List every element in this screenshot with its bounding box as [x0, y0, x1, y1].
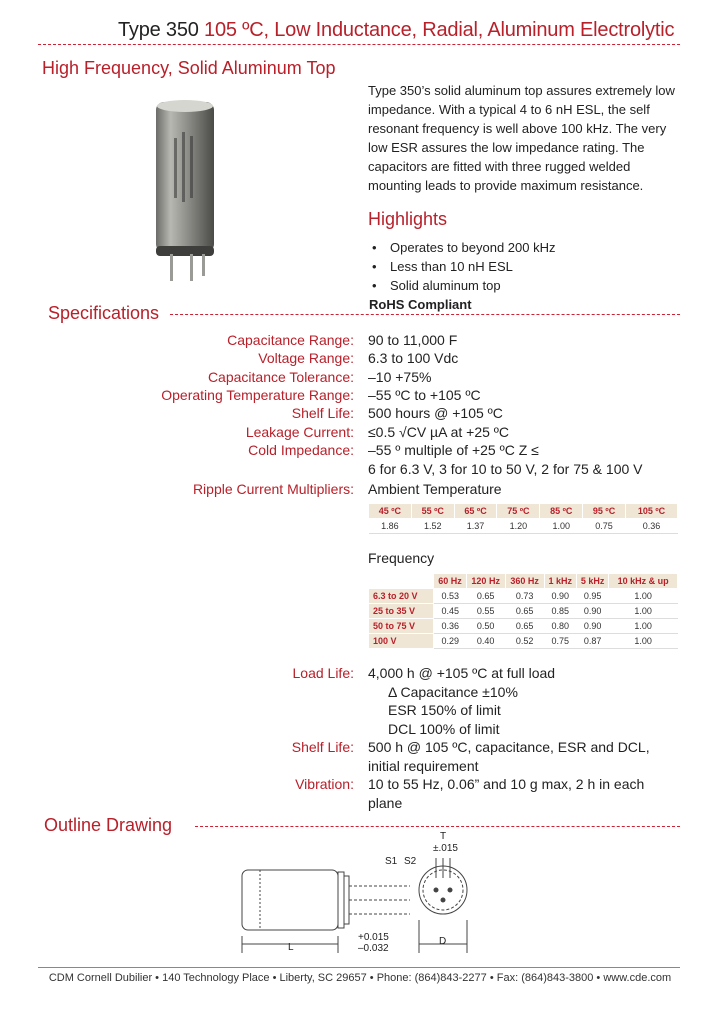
rohs-label: RoHS Compliant: [369, 297, 472, 312]
row-header: 100 V: [369, 634, 434, 649]
spec-label: Capacitance Range:: [227, 332, 354, 348]
spec-label: Shelf Life:: [291, 739, 354, 755]
row-header: 6.3 to 20 V: [369, 589, 434, 604]
spec-value: initial requirement: [368, 758, 479, 774]
table-header: 55 ºC: [411, 504, 454, 519]
intro-paragraph: Type 350’s solid aluminum top assures extremely low impedance. With a typical 4 to 6 nH ESL, the self resonant frequency is well above 100 kHz. The very low ESR assures the low impedance rating. The capacitors are fitted with three rugged welded mounting leads to provide maximum resistance.: [368, 83, 675, 193]
footer: CDM Cornell Dubilier • 140 Technology Place • Liberty, SC 29657 • Phone: (864)843-2277 • Fax: (864)843-3800 • www.cde.com: [48, 972, 672, 984]
table-header: 360 Hz: [505, 574, 544, 589]
table-cell: 0.65: [505, 604, 544, 619]
spec-value: 500 hours @ +105 ºC: [368, 405, 503, 421]
table-cell: 0.75: [544, 634, 576, 649]
table-row: [369, 589, 678, 604]
row-header: 50 to 75 V: [369, 619, 434, 634]
table-cell: 1.52: [411, 519, 454, 534]
spec-value: –55 º multiple of +25 ºC Z ≤: [368, 442, 539, 458]
table-cell: 0.80: [544, 619, 576, 634]
table-cell: 0.29: [434, 634, 466, 649]
table-cell: 0.50: [466, 619, 505, 634]
table-cell: 0.73: [505, 589, 544, 604]
table-cell: 0.85: [544, 604, 576, 619]
outline-heading: Outline Drawing: [44, 815, 173, 835]
frequency-table: [368, 573, 678, 649]
table-header: 5 kHz: [576, 574, 608, 589]
table-cell: 0.53: [434, 589, 466, 604]
table-header: 45 ºC: [369, 504, 412, 519]
highlights-list: [372, 238, 556, 295]
list-item: • Operates to beyond 200 kHz: [372, 238, 556, 257]
spec-label: Ripple Current Multipliers:: [192, 481, 354, 497]
label-t-tol: ±.015: [433, 843, 458, 854]
table-cell: 1.00: [609, 604, 678, 619]
table-cell: 0.87: [576, 634, 608, 649]
spec-label: Cold Impedance:: [248, 442, 354, 458]
spec-value: 10 to 55 Hz, 0.06” and 10 g max, 2 h in each: [368, 776, 645, 792]
table-cell: 0.52: [505, 634, 544, 649]
capacitor-photo: [150, 98, 222, 283]
table-row: [369, 634, 678, 649]
highlights-heading: Highlights: [368, 209, 448, 229]
label-tol-plus: +0.015: [358, 932, 389, 943]
table-row: [369, 604, 678, 619]
table-cell: 1.00: [609, 634, 678, 649]
spec-value: 90 to 11,000 F: [368, 332, 458, 348]
table-cell: 0.55: [466, 604, 505, 619]
table-header-blank: [369, 574, 434, 589]
table-row: [369, 619, 678, 634]
label-t: T: [440, 831, 447, 842]
label-d: D: [439, 936, 447, 947]
table-cell: 1.37: [454, 519, 497, 534]
table-header: 75 ºC: [497, 504, 540, 519]
ambient-temperature-table: [368, 503, 678, 534]
spec-value: 4,000 h @ +105 ºC at full load: [368, 665, 556, 681]
outline-drawing: [230, 828, 480, 956]
page-title: Type 350 105 ºC, Low Inductance, Radial, Aluminum Electrolytic: [118, 19, 675, 41]
spec-value: ESR 150% of limit: [388, 702, 501, 718]
table-cell: 1.00: [609, 589, 678, 604]
label-s1: S1: [385, 856, 398, 867]
table-header: 95 ºC: [583, 504, 626, 519]
outline-divider: [195, 826, 680, 827]
frequency-title: Frequency: [368, 550, 435, 566]
footer-divider: [38, 967, 680, 968]
spec-value: –10 +75%: [368, 369, 432, 385]
spec-value: 6.3 to 100 Vdc: [368, 350, 459, 366]
table-cell: 0.65: [466, 589, 505, 604]
spec-label: Capacitance Tolerance:: [207, 369, 354, 385]
table-cell: 0.36: [625, 519, 677, 534]
spec-label: Leakage Current:: [245, 424, 354, 440]
spec-label: Voltage Range:: [258, 350, 354, 366]
specifications-heading: Specifications: [48, 303, 160, 323]
table-header: 10 kHz & up: [609, 574, 678, 589]
table-cell: 0.90: [576, 604, 608, 619]
label-l: L: [288, 942, 294, 953]
label-tol-minus: –0.032: [358, 943, 389, 954]
table-row: [369, 519, 678, 534]
table-cell: 1.86: [369, 519, 412, 534]
table-cell: 0.90: [544, 589, 576, 604]
section-subheading: High Frequency, Solid Aluminum Top: [42, 58, 336, 78]
spec-divider: [170, 314, 680, 315]
list-item: • Less than 10 nH ESL: [372, 257, 556, 276]
table-cell: 0.45: [434, 604, 466, 619]
table-cell: 1.00: [540, 519, 583, 534]
label-s2: S2: [404, 856, 417, 867]
row-header: 25 to 35 V: [369, 604, 434, 619]
spec-label: Vibration:: [295, 776, 354, 792]
table-cell: 0.95: [576, 589, 608, 604]
table-cell: 1.00: [609, 619, 678, 634]
spec-label: Shelf Life:: [291, 405, 354, 421]
spec-value: –55 ºC to +105 ºC: [368, 387, 481, 403]
table-cell: 0.65: [505, 619, 544, 634]
title-divider: [38, 44, 680, 45]
table-cell: 0.40: [466, 634, 505, 649]
table-cell: 0.75: [583, 519, 626, 534]
list-item: • Solid aluminum top: [372, 276, 556, 295]
table-cell: 1.20: [497, 519, 540, 534]
table-header: 1 kHz: [544, 574, 576, 589]
spec-value: DCL 100% of limit: [388, 721, 500, 737]
table-header: 85 ºC: [540, 504, 583, 519]
table-header: 65 ºC: [454, 504, 497, 519]
spec-value: Ambient Temperature: [368, 481, 502, 497]
spec-value: 6 for 6.3 V, 3 for 10 to 50 V, 2 for 75 & 100 V: [368, 461, 643, 477]
table-cell: 0.36: [434, 619, 466, 634]
spec-value: ≤0.5 √CV µA at +25 ºC: [368, 424, 510, 440]
table-header: 105 ºC: [625, 504, 677, 519]
spec-label: Operating Temperature Range:: [161, 387, 354, 403]
spec-value: 500 h @ 105 ºC, capacitance, ESR and DCL,: [368, 739, 650, 755]
table-header: 120 Hz: [466, 574, 505, 589]
spec-label: Load Life:: [292, 665, 354, 681]
spec-value: Δ Capacitance ±10%: [388, 684, 518, 700]
table-header: 60 Hz: [434, 574, 466, 589]
spec-value: plane: [368, 795, 403, 811]
table-cell: 0.90: [576, 619, 608, 634]
